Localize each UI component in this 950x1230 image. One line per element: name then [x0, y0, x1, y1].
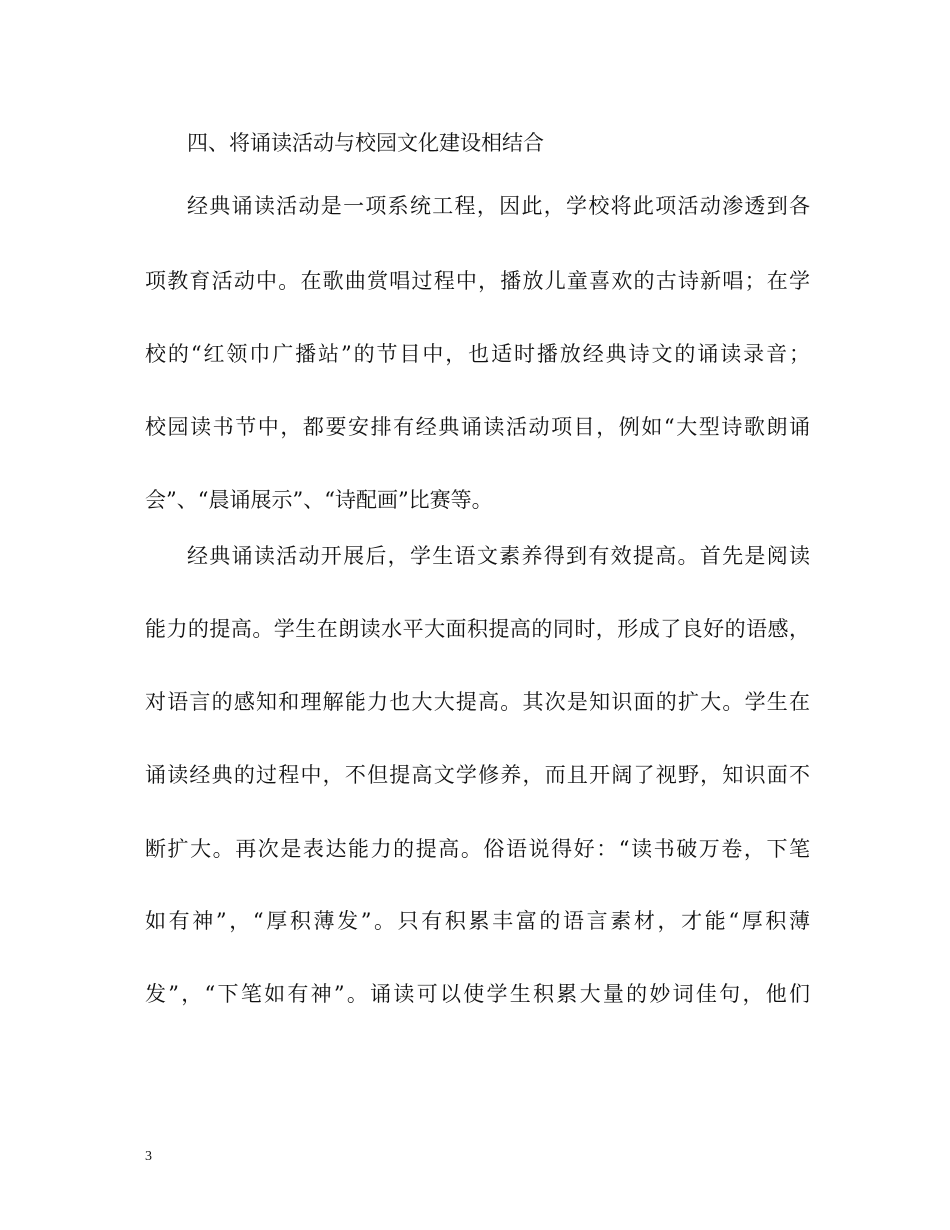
paragraph-line: 如有神”，“厚积薄发”。只有积累丰富的语言素材，才能“厚积薄: [145, 909, 810, 933]
paragraph-line: 校园读书节中，都要安排有经典诵读活动项目，例如“大型诗歌朗诵: [145, 415, 810, 439]
paragraph-line: 经典诵读活动开展后，学生语文素养得到有效提高。首先是阅读: [187, 544, 810, 568]
page-number: 3: [145, 1149, 152, 1164]
paragraph-line: 项教育活动中。在歌曲赏唱过程中，播放儿童喜欢的古诗新唱；在学: [145, 269, 810, 293]
paragraph-line: 断扩大。再次是表达能力的提高。俗语说得好：“读书破万卷，下笔: [145, 837, 810, 861]
paragraph-line: 校的“红领巾广播站”的节目中，也适时播放经典诗文的诵读录音；: [145, 342, 810, 366]
paragraph-line: 诵读经典的过程中，不但提高文学修养，而且开阔了视野，知识面不: [145, 763, 810, 787]
paragraph-line: 经典诵读活动是一项系统工程，因此，学校将此项活动渗透到各: [187, 194, 810, 218]
section-heading: 四、将诵读活动与校园文化建设相结合: [187, 131, 544, 155]
paragraph-line: 会”、“晨诵展示”、“诗配画”比赛等。: [145, 488, 493, 512]
paragraph-line: 发”，“下笔如有神”。诵读可以使学生积累大量的妙词佳句，他们: [145, 982, 810, 1006]
paragraph-line: 能力的提高。学生在朗读水平大面积提高的同时，形成了良好的语感，: [145, 617, 810, 641]
paragraph-line: 对语言的感知和理解能力也大大提高。其次是知识面的扩大。学生在: [145, 690, 810, 714]
